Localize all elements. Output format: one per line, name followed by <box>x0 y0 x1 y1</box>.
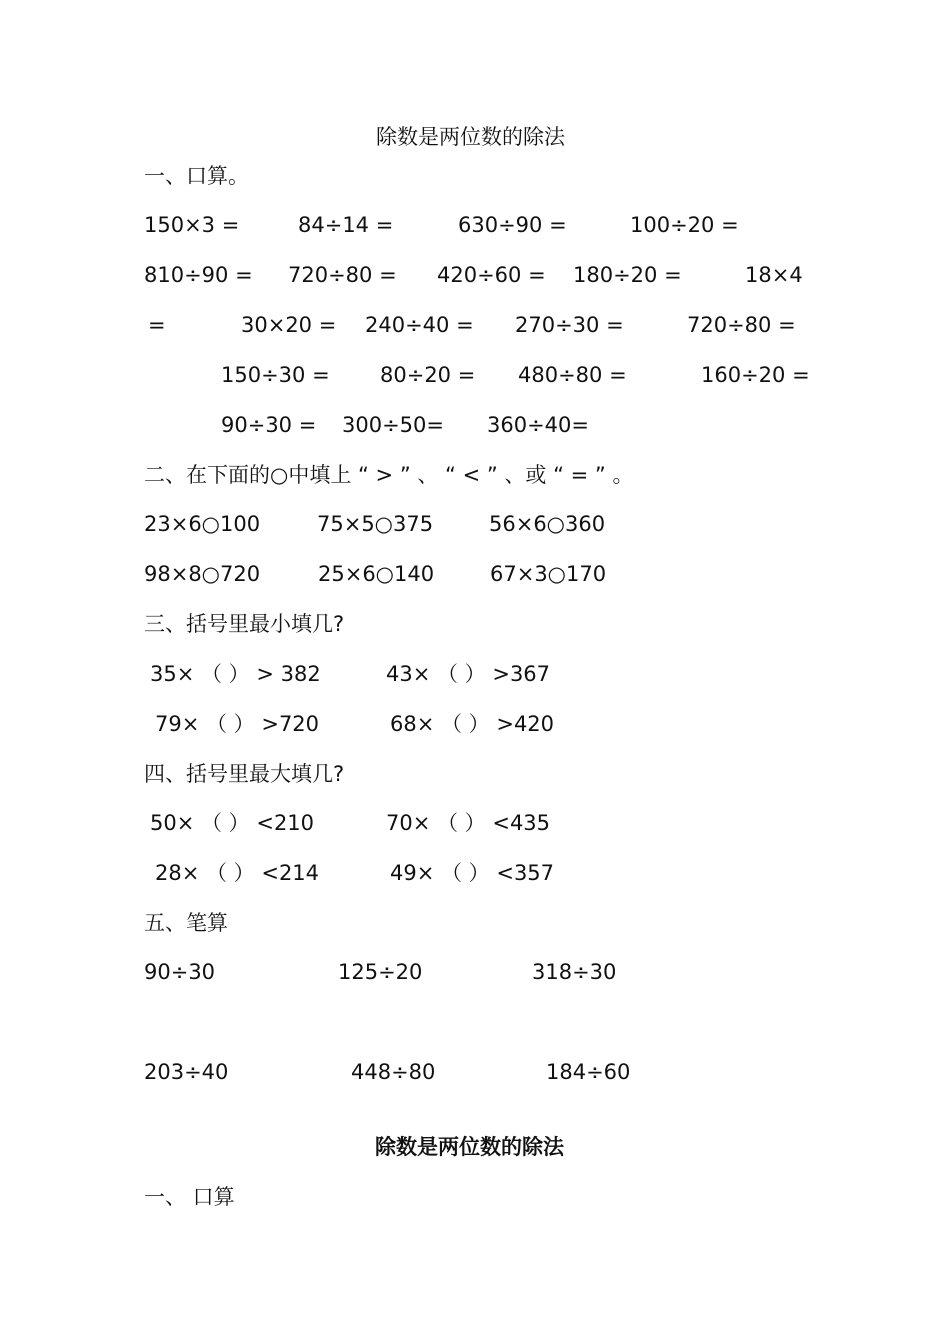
section-3-heading: 三、括号里最小填几? <box>144 612 345 636</box>
mental-math-problem: 360÷40= <box>487 413 589 437</box>
mental-math-problem: 420÷60 = <box>437 263 546 287</box>
section-2-heading: 二、在下面的○中填上 “ > ” 、 “ < ” 、或 “ = ” 。 <box>144 463 634 487</box>
mental-math-problem: 720÷80 = <box>687 313 796 337</box>
mental-math-problem: 180÷20 = <box>573 263 682 287</box>
mental-math-problem: 100÷20 = <box>630 213 739 237</box>
mental-math-problem: 300÷50= <box>342 413 444 437</box>
fill-min-problem: 79× （ ） >720 <box>155 712 320 736</box>
written-calc-problem: 90÷30 <box>144 960 216 984</box>
worksheet-title-2: 除数是两位数的除法 <box>375 1135 564 1159</box>
fill-min-problem: 35× （ ） > 382 <box>150 662 321 686</box>
section-1-heading: 一、口算。 <box>144 164 249 188</box>
mental-math-problem: 150×3 = <box>144 213 240 237</box>
mental-math-problem: 84÷14 = <box>298 213 394 237</box>
mental-math-problem: 160÷20 = <box>701 363 810 387</box>
compare-problem: 75×5○375 <box>317 512 434 536</box>
compare-problem: 56×6○360 <box>489 512 606 536</box>
fill-max-problem: 49× （ ） <357 <box>390 861 555 885</box>
fill-min-problem: 43× （ ） >367 <box>386 662 551 686</box>
mental-math-problem: 810÷90 = <box>144 263 253 287</box>
written-calc-problem: 203÷40 <box>144 1060 229 1084</box>
compare-problem: 23×6○100 <box>144 512 261 536</box>
mental-math-problem: 240÷40 = <box>365 313 474 337</box>
compare-problem: 67×3○170 <box>490 562 607 586</box>
mental-math-problem: 150÷30 = <box>221 363 330 387</box>
mental-math-problem: = <box>148 313 166 337</box>
mental-math-problem: 480÷80 = <box>518 363 627 387</box>
fill-max-problem: 28× （ ） <214 <box>155 861 320 885</box>
mental-math-problem: 630÷90 = <box>458 213 567 237</box>
mental-math-problem: 18×4 <box>745 263 803 287</box>
mental-math-problem: 90÷30 = <box>221 413 317 437</box>
mental-math-problem: 270÷30 = <box>515 313 624 337</box>
section-4-heading: 四、括号里最大填几? <box>144 762 345 786</box>
mental-math-problem: 80÷20 = <box>380 363 476 387</box>
compare-problem: 25×6○140 <box>318 562 435 586</box>
compare-problem: 98×8○720 <box>144 562 261 586</box>
section-6-heading: 一、 口算 <box>144 1185 235 1209</box>
fill-min-problem: 68× （ ） >420 <box>390 712 555 736</box>
section-5-heading: 五、笔算 <box>144 911 228 935</box>
written-calc-problem: 448÷80 <box>351 1060 436 1084</box>
written-calc-problem: 125÷20 <box>338 960 423 984</box>
written-calc-problem: 184÷60 <box>546 1060 631 1084</box>
written-calc-problem: 318÷30 <box>532 960 617 984</box>
worksheet-title: 除数是两位数的除法 <box>376 125 565 149</box>
mental-math-problem: 30×20 = <box>241 313 337 337</box>
mental-math-problem: 720÷80 = <box>288 263 397 287</box>
fill-max-problem: 50× （ ） <210 <box>150 811 315 835</box>
fill-max-problem: 70× （ ） <435 <box>386 811 551 835</box>
